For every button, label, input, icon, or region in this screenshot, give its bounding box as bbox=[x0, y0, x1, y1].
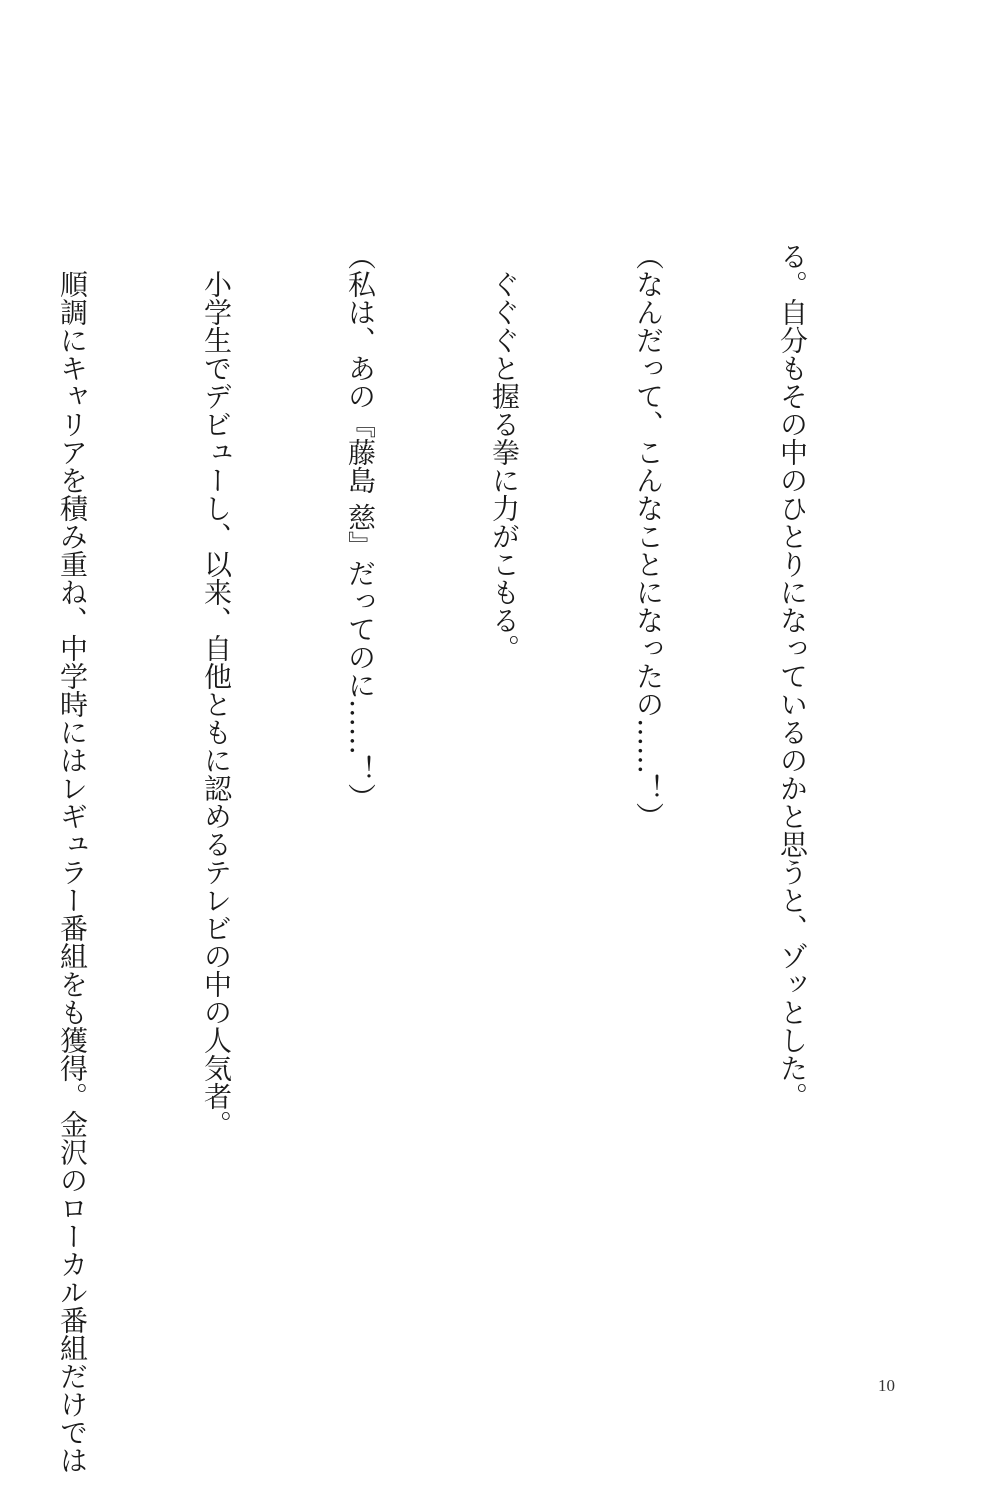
page-number: 10 bbox=[878, 1376, 895, 1395]
text-line: （なんだって、こんなことになったの……！） bbox=[632, 242, 665, 830]
text-line: 順調にキャリアを積み重ね、中学時にはレギュラー番組をも獲得。金沢のローカル番組だけでは bbox=[56, 242, 89, 1474]
text-line: る。自分もその中のひとりになっているのかと思うと、ゾッとした。 bbox=[776, 242, 809, 1110]
text-line: （私は、あの『藤島 慈』だってのに……！） bbox=[344, 242, 377, 811]
text-line: 小学生でデビューし、以来、自他ともに認めるテレビの中の人気者。 bbox=[200, 242, 233, 1138]
text-line: ぐぐぐと握る拳に力がこもる。 bbox=[488, 242, 521, 662]
